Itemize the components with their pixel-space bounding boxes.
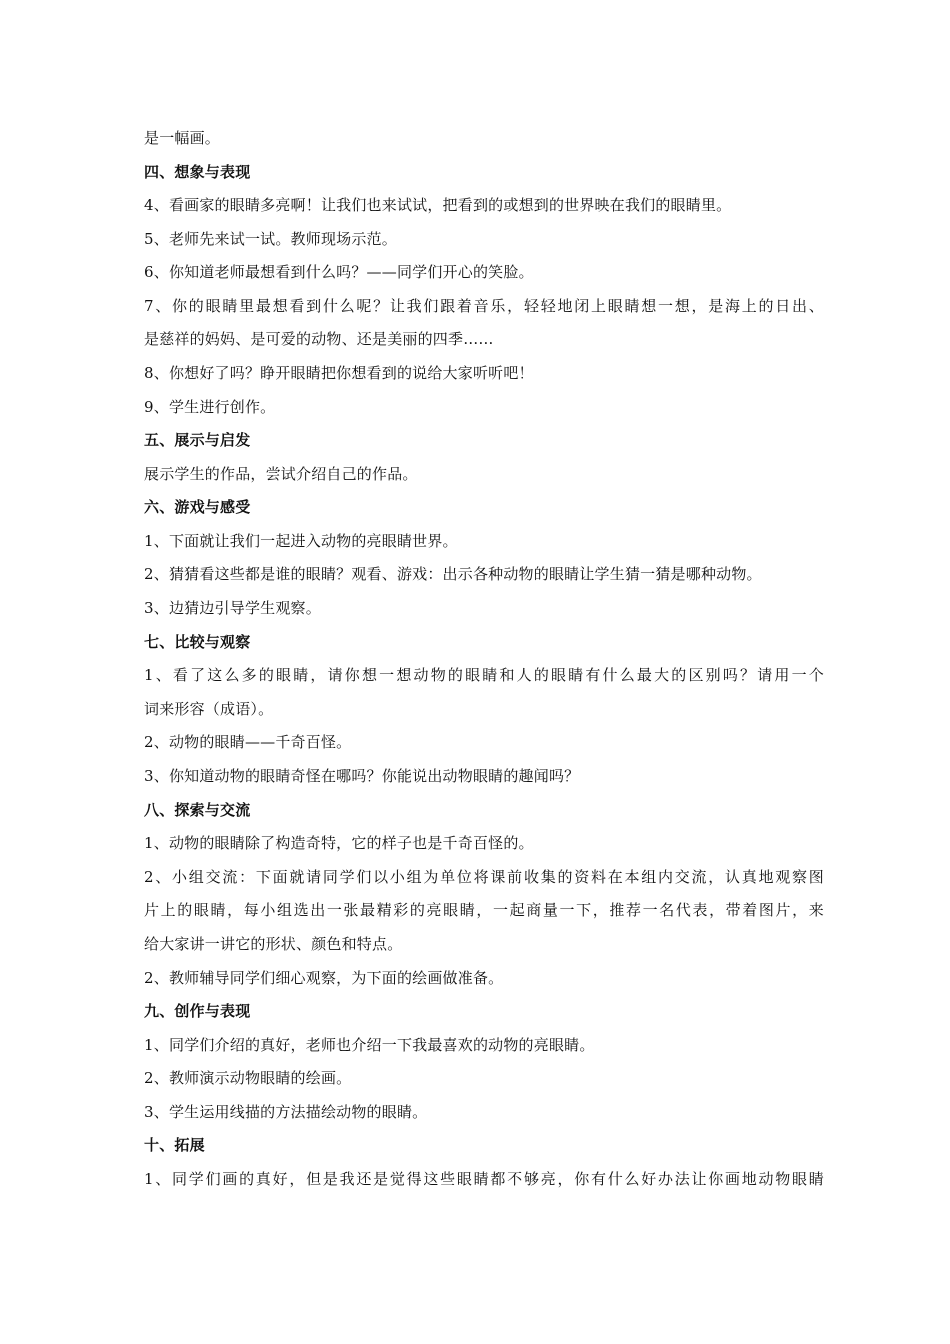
body-line: 1、同学们介绍的真好，老师也介绍一下我最喜欢的动物的亮眼睛。 [144,1036,595,1054]
body-line: 片上的眼睛，每小组选出一张最精彩的亮眼睛，一起商量一下，推荐一名代表，带着图片，来 [144,901,824,919]
body-line: 展示学生的作品，尝试介绍自己的作品。 [144,465,418,483]
body-line: 1、下面就让我们一起进入动物的亮眼睛世界。 [144,532,458,550]
section-heading: 八、探索与交流 [144,801,251,819]
section-heading: 九、创作与表现 [144,1002,251,1020]
body-line: 2、教师辅导同学们细心观察，为下面的绘画做准备。 [144,969,504,987]
body-line: 给大家讲一讲它的形状、颜色和特点。 [144,935,403,953]
body-line: 3、学生运用线描的方法描绘动物的眼睛。 [144,1103,428,1121]
body-line: 8、你想好了吗？睁开眼睛把你想看到的说给大家听听吧！ [144,364,534,382]
body-line: 9、学生进行创作。 [144,398,276,416]
body-line: 7、你的眼睛里最想看到什么呢？让我们跟着音乐，轻轻地闭上眼睛想一想，是海上的日出、 [144,297,824,315]
body-line: 是一幅画。 [144,129,221,147]
body-line: 4、看画家的眼睛多亮啊！让我们也来试试，把看到的或想到的世界映在我们的眼睛里。 [144,196,732,214]
body-line: 2、动物的眼睛——千奇百怪。 [144,733,352,751]
body-line: 1、同学们画的真好，但是我还是觉得这些眼睛都不够亮，你有什么好办法让你画地动物眼睛 [144,1170,824,1188]
body-line: 2、小组交流：下面就请同学们以小组为单位将课前收集的资料在本组内交流，认真地观察图 [144,868,824,886]
body-line: 5、老师先来试一试。教师现场示范。 [144,230,397,248]
section-heading: 四、想象与表现 [144,163,251,181]
body-line: 3、边猜边引导学生观察。 [144,599,321,617]
section-heading: 十、拓展 [144,1136,205,1154]
body-line: 6、你知道老师最想看到什么吗？——同学们开心的笑脸。 [144,263,534,281]
section-heading: 六、游戏与感受 [144,498,251,516]
section-heading: 七、比较与观察 [144,633,251,651]
section-heading: 五、展示与启发 [144,431,251,449]
body-line: 1、看了这么多的眼睛，请你想一想动物的眼睛和人的眼睛有什么最大的区别吗？请用一个 [144,666,824,684]
body-line: 词来形容（成语）。 [144,700,274,718]
body-line: 2、教师演示动物眼睛的绘画。 [144,1069,352,1087]
body-line: 1、动物的眼睛除了构造奇特，它的样子也是千奇百怪的。 [144,834,534,852]
body-line: 2、猜猜看这些都是谁的眼睛？观看、游戏：出示各种动物的眼睛让学生猜一猜是哪种动物。 [144,565,762,583]
body-line: 是慈祥的妈妈、是可爱的动物、还是美丽的四季…… [144,330,494,348]
body-line: 3、你知道动物的眼睛奇怪在哪吗？你能说出动物眼睛的趣闻吗？ [144,767,580,785]
